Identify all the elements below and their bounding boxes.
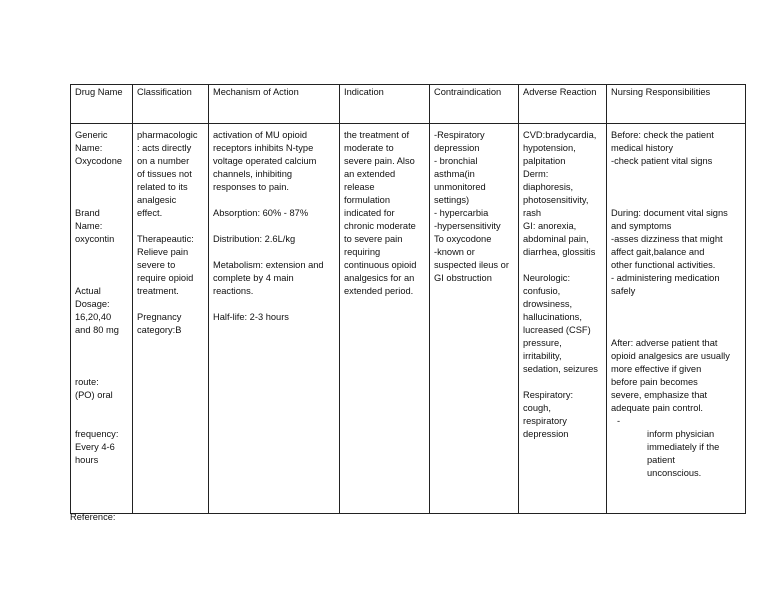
cell-text-line: irritability, [523, 351, 562, 361]
cell-text-line: hallucinations, [523, 312, 582, 322]
blank-line [213, 194, 335, 207]
header-mechanism-of-action: Mechanism of Action [209, 85, 340, 124]
blank-line [523, 376, 602, 389]
cell-text-line: patient [647, 455, 675, 465]
cell-text-line: - hypercarbia [434, 208, 489, 218]
cell-text-line: safely [611, 286, 636, 296]
cell-text-line: analgesics for an [344, 273, 415, 283]
blank-line [75, 181, 128, 194]
blank-line [611, 311, 741, 324]
cell-text-line: -hypersensitivity [434, 221, 501, 231]
cell-text-line: Therapeautic: [137, 234, 194, 244]
cell-text-line: pressure, [523, 338, 562, 348]
cell-text-line: lucreased (CSF) [523, 325, 591, 335]
cell-text-line: to severe pain [344, 234, 403, 244]
header-row [71, 85, 746, 124]
cell-text-line: Name: [75, 143, 103, 153]
header-indication: Indication [340, 85, 430, 124]
cell-nursing-responsibilities [607, 124, 746, 514]
blank-line [75, 272, 128, 285]
cell-text-line: Half-life: 2-3 hours [213, 312, 289, 322]
header-contraindication: Contraindication [430, 85, 519, 124]
blank-line [213, 298, 335, 311]
cell-text-line: affect gait,balance and [611, 247, 705, 257]
cell-text-line: effect. [137, 208, 163, 218]
blank-line [75, 194, 128, 207]
cell-text-line: inform physician [647, 429, 715, 439]
cell-text-line: (PO) oral [75, 390, 113, 400]
cell-text-line: Actual [75, 286, 101, 296]
blank-line [75, 415, 128, 428]
cell-text-line: CVD:bradycardia, [523, 130, 597, 140]
cell-text-line: oxycontin [75, 234, 115, 244]
cell-text-line: adequate pain control. [611, 403, 704, 413]
blank-line [137, 298, 204, 311]
cell-text-line: related to its [137, 182, 188, 192]
blank-line [611, 168, 741, 181]
blank-line [75, 363, 128, 376]
cell-text-line: depression [523, 429, 569, 439]
cell-text-line: unmonitored [434, 182, 486, 192]
cell-text-line: Relieve pain [137, 247, 189, 257]
cell-text-line: - administering medication [611, 273, 720, 283]
cell-text-line: pharmacologic [137, 130, 198, 140]
cell-text-line: analgesic [137, 195, 177, 205]
cell-text-line: photosensitivity, [523, 195, 589, 205]
cell-text-line: moderate to [344, 143, 394, 153]
cell-text-line: and 80 mg [75, 325, 119, 335]
cell-text-line: Name: [75, 221, 103, 231]
cell-text-line: hours [75, 455, 99, 465]
cell-drug-name [71, 124, 133, 514]
cell-text-line: before pain becomes [611, 377, 698, 387]
cell-text-line: continuous opioid [344, 260, 417, 270]
header-drug-name: Drug Name [71, 85, 133, 124]
blank-line [611, 298, 741, 311]
cell-text-line: severe pain. Also [344, 156, 415, 166]
cell-text-line: Before: check the patient [611, 130, 714, 140]
blank-line [611, 194, 741, 207]
cell-text-line: responses to pain. [213, 182, 289, 192]
cell-text-line: complete by 4 main [213, 273, 294, 283]
cell-text-line: requiring [344, 247, 381, 257]
cell-text-line: : acts directly [137, 143, 192, 153]
blank-line [75, 337, 128, 350]
cell-text-line: channels, inhibiting [213, 169, 293, 179]
cell-text-line: extended period. [344, 286, 414, 296]
cell-text-line: Dosage: [75, 299, 110, 309]
cell-text-line: indicated for [344, 208, 395, 218]
cell-text-line: During: document vital signs [611, 208, 728, 218]
cell-text-line: more effective if given [611, 364, 702, 374]
blank-line [75, 168, 128, 181]
cell-text-line: on a number [137, 156, 190, 166]
blank-line [75, 402, 128, 415]
blank-line [213, 220, 335, 233]
cell-text-line: cough, [523, 403, 551, 413]
blank-line [213, 246, 335, 259]
cell-text-line: receptors inhibits N-type [213, 143, 314, 153]
cell-text-line: GI obstruction [434, 273, 492, 283]
blank-line [75, 350, 128, 363]
cell-text-line: diaphoresis, [523, 182, 574, 192]
cell-text-line: Derm: [523, 169, 549, 179]
cell-text-line: Pregnancy [137, 312, 182, 322]
cell-text-line: of tissues not [137, 169, 192, 179]
cell-text-line: formulation [344, 195, 390, 205]
cell-text-line: drowsiness, [523, 299, 573, 309]
cell-text-line: activation of MU opioid [213, 130, 308, 140]
cell-text-line: To oxycodone [434, 234, 492, 244]
cell-text-line: Neurologic: [523, 273, 571, 283]
cell-text-line: treatment. [137, 286, 179, 296]
header-classification: Classification [133, 85, 209, 124]
blank-line [611, 324, 741, 337]
cell-text-line: asthma(in [434, 169, 475, 179]
cell-text-line: chronic moderate [344, 221, 416, 231]
cell-text-line: release [344, 182, 375, 192]
cell-text-line: severe to [137, 260, 176, 270]
cell-text-line: -known or [434, 247, 475, 257]
cell-text-line: reactions. [213, 286, 254, 296]
cell-text-line: settings) [434, 195, 470, 205]
cell-text-line: Respiratory: [523, 390, 574, 400]
cell-text-line: sedation, seizures [523, 364, 598, 374]
drug-study-table [70, 84, 746, 514]
cell-text-line: -check patient vital signs [611, 156, 713, 166]
cell-text-line: - [617, 416, 621, 426]
cell-mechanism-of-action [209, 124, 340, 514]
cell-text-line: confusio, [523, 286, 561, 296]
cell-text-line: frequency: [75, 429, 119, 439]
cell-text-line: require opioid [137, 273, 194, 283]
reference-label: Reference: [70, 512, 116, 522]
blank-line [75, 259, 128, 272]
header-nursing-responsibilities: Nursing Responsibilities [607, 85, 746, 124]
cell-adverse-reaction [519, 124, 607, 514]
cell-text-line: and symptoms [611, 221, 672, 231]
cell-text-line: Generic [75, 130, 108, 140]
cell-text-line: hypotension, [523, 143, 576, 153]
cell-text-line: Metabolism: extension and [213, 260, 324, 270]
cell-text-line: GI: anorexia, [523, 221, 577, 231]
cell-text-line: other functional activities. [611, 260, 716, 270]
cell-text-line: diarrhea, glossitis [523, 247, 596, 257]
header-adverse-reaction: Adverse Reaction [519, 85, 607, 124]
cell-text-line: Distribution: 2.6L/kg [213, 234, 296, 244]
blank-line [523, 259, 602, 272]
cell-text-line: depression [434, 143, 480, 153]
cell-text-line: severe, emphasize that [611, 390, 708, 400]
cell-text-line: unconscious. [647, 468, 702, 478]
cell-text-line: abdominal pain, [523, 234, 589, 244]
cell-text-line: - bronchial [434, 156, 478, 166]
cell-text-line: medical history [611, 143, 674, 153]
cell-text-line: the treatment of [344, 130, 410, 140]
table-row [71, 124, 746, 514]
cell-text-line: Oxycodone [75, 156, 123, 166]
cell-text-line: immediately if the [647, 442, 720, 452]
cell-text-line: rash [523, 208, 542, 218]
cell-text-line: 16,20,40 [75, 312, 112, 322]
cell-text-line: an extended [344, 169, 396, 179]
blank-line [75, 246, 128, 259]
blank-line [137, 220, 204, 233]
blank-line [611, 181, 741, 194]
cell-text-line: route: [75, 377, 99, 387]
cell-text-line: Absorption: 60% - 87% [213, 208, 309, 218]
cell-text-line: palpitation [523, 156, 566, 166]
cell-text-line: voltage operated calcium [213, 156, 317, 166]
cell-classification [133, 124, 209, 514]
cell-text-line: Brand [75, 208, 100, 218]
cell-contraindication [430, 124, 519, 514]
cell-text-line: -Respiratory [434, 130, 485, 140]
cell-text-line: suspected ileus or [434, 260, 509, 270]
cell-text-line: category:B [137, 325, 182, 335]
cell-text-line: After: adverse patient that [611, 338, 718, 348]
cell-text-line: respiratory [523, 416, 567, 426]
cell-text-line: opioid analgesics are usually [611, 351, 730, 361]
cell-text-line: -asses dizziness that might [611, 234, 723, 244]
cell-indication [340, 124, 430, 514]
cell-text-line: Every 4-6 [75, 442, 115, 452]
